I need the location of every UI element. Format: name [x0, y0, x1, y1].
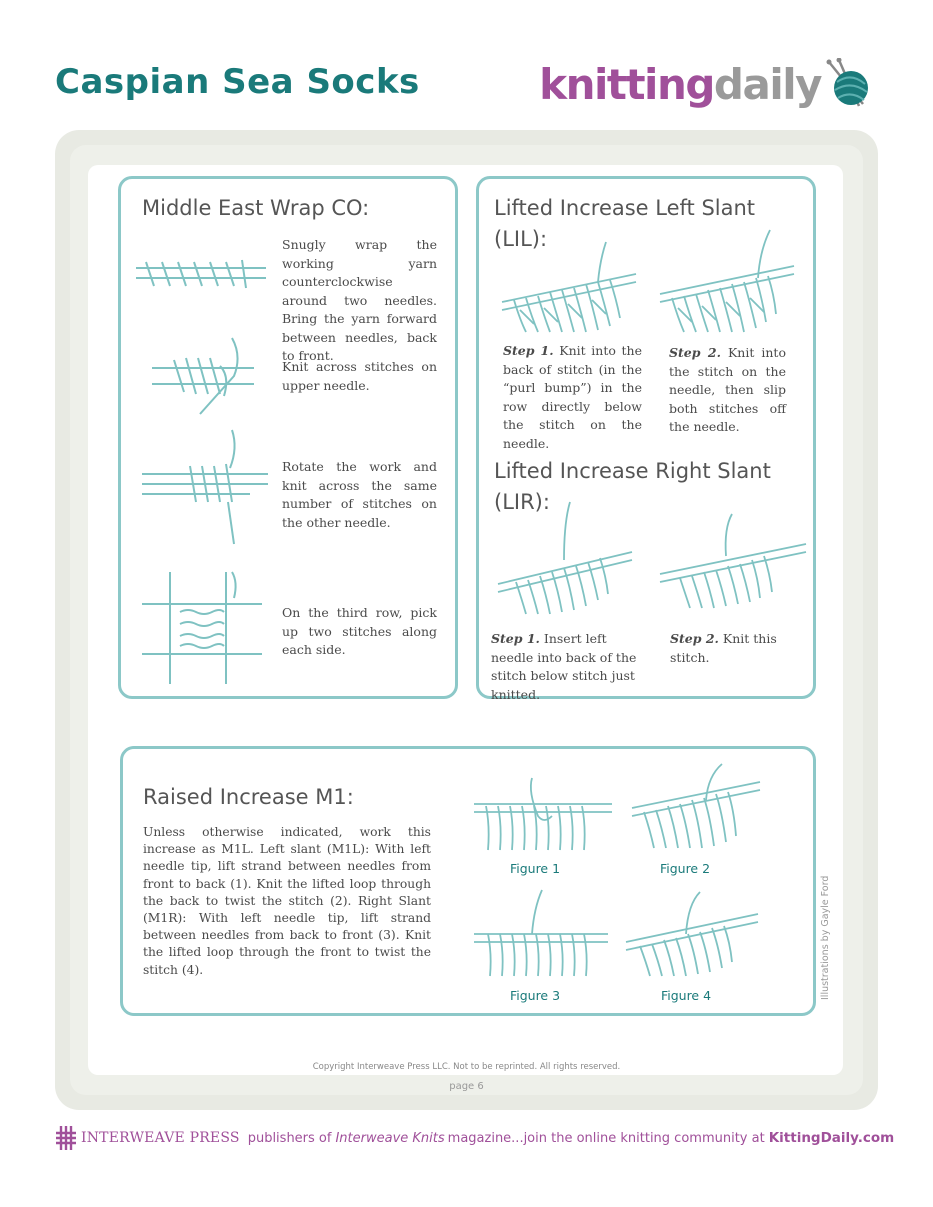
lir-step2-text	[670, 630, 790, 667]
figure3-illustration	[472, 888, 610, 980]
lir-step1-illustration	[494, 500, 636, 618]
wrap-step3-illustration	[140, 428, 270, 546]
lil-step2-body: Knit into the stitch on the needle, then slip both stitches off the needle.	[669, 345, 786, 434]
wrap-step3-text: Rotate the work and knit across the same number of stitches on the other needle.	[282, 459, 437, 530]
figure3-label: Figure 3	[509, 988, 561, 1003]
logo-text-knitting: knitting	[539, 59, 714, 109]
footer-site-link[interactable]: KittingDaily.com	[768, 1130, 895, 1146]
wrap-step2-illustration	[150, 336, 260, 418]
figure4-illustration	[624, 890, 760, 980]
lir-step2-body: Knit this stitch.	[670, 631, 777, 665]
figure2-label: Figure 2	[659, 861, 711, 876]
wrap-step4-illustration	[140, 568, 266, 686]
wrap-step4-text: On the third row, pick up two stitches along each side.	[282, 605, 437, 657]
illustration-credit: Illustrations by Gayle Ford	[820, 875, 831, 1000]
middle-east-wrap-title: Middle East Wrap CO:	[142, 196, 370, 220]
lir-title: Lifted Increase Right Slant (LIR):	[494, 459, 771, 514]
interweave-logo-icon	[55, 1125, 77, 1151]
lir-step1-label: Step 1.	[491, 631, 540, 646]
lil-step2-label: Step 2.	[669, 345, 721, 360]
knittingdaily-logo[interactable]	[539, 54, 873, 114]
lil-step2-illustration	[656, 228, 798, 336]
lil-step2-text	[669, 344, 786, 437]
lil-step1-label: Step 1.	[503, 343, 554, 358]
footer-bar	[55, 1124, 894, 1152]
logo-text-daily: daily	[713, 59, 821, 109]
raised-increase-text: Unless otherwise indicated, work this increase as M1L. Left slant (M1L): With left needle tip, lift strand between needles from front to back (1). Knit the lifted loop through the back to twist the stitch (2). Right Slant (M1R): With left needle tip, lift strand between needles from back to front (3). Knit the lifted loop through the front to twist the stitch (4).	[143, 825, 431, 977]
footer-magazine-name: Interweave Knits	[335, 1130, 445, 1146]
lil-step1-text	[503, 342, 642, 453]
figure4-label: Figure 4	[660, 988, 712, 1003]
page-title: Caspian Sea Socks	[55, 62, 420, 102]
interweave-press-name[interactable]: INTERWEAVE PRESS	[81, 1130, 240, 1146]
lir-step1-text	[491, 630, 643, 704]
lir-step2-illustration	[656, 512, 808, 612]
figure1-label: Figure 1	[509, 861, 561, 876]
figure2-illustration	[630, 762, 762, 856]
figure1-illustration	[472, 776, 614, 856]
footer-text-join: magazine...join the online knitting community at	[447, 1130, 765, 1146]
lil-step1-body: Knit into the back of stitch (in the “purl bump”) in the row directly below the stitch on the needle.	[503, 343, 642, 451]
footer-text-publishers: publishers of	[247, 1130, 332, 1146]
copyright-notice: Copyright Interweave Press LLC. Not to be reprinted. All rights reserved.	[312, 1062, 621, 1072]
raised-increase-title: Raised Increase M1:	[143, 785, 354, 809]
wrap-step2-text: Knit across stitches on upper needle.	[282, 359, 437, 393]
lir-step2-label: Step 2.	[670, 631, 719, 646]
lil-step1-illustration	[498, 240, 640, 336]
lil-title: Lifted Increase Left Slant (LIL):	[494, 196, 756, 251]
wrap-step1-illustration	[136, 252, 268, 296]
yarn-ball-icon	[823, 58, 873, 110]
page-number: page 6	[449, 1081, 484, 1092]
wrap-step1-text: Snugly wrap the working yarn counterclockwise around two needles. Bring the yarn forward between needles, back to front.	[282, 237, 437, 363]
lir-step1-body: Insert left needle into back of the stitch below stitch just knitted.	[491, 631, 637, 702]
